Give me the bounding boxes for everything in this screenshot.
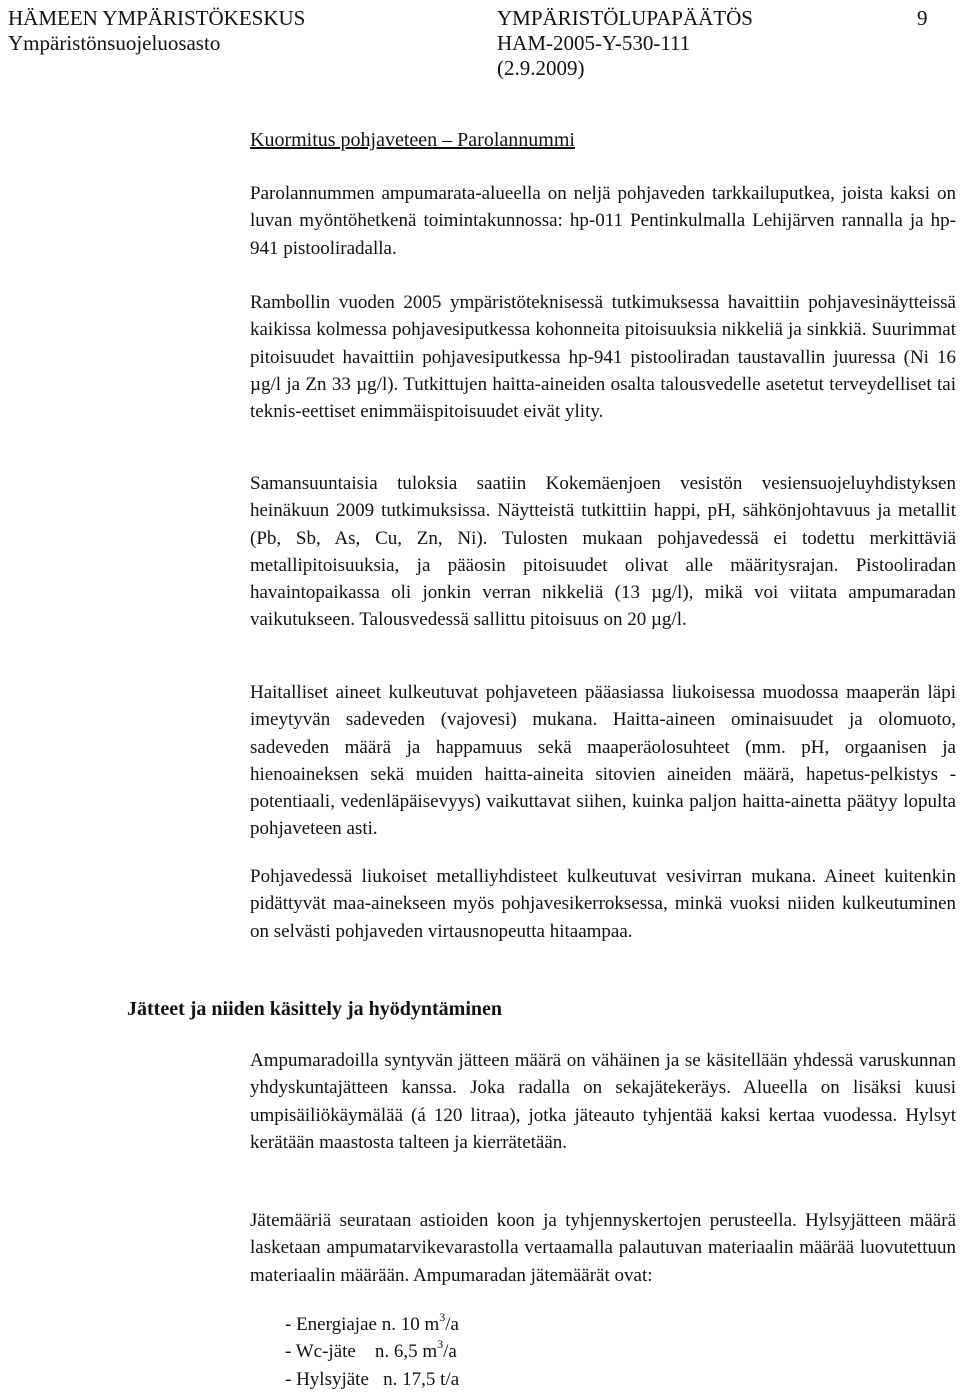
paragraph-waste-monitoring bbox=[250, 1207, 956, 1289]
list-item bbox=[285, 1311, 459, 1338]
waste-amount-list bbox=[285, 1311, 459, 1393]
header-doc-date: (2.9.2009) bbox=[497, 56, 585, 80]
paragraph-monitoring-wells bbox=[250, 180, 956, 262]
paragraph-2009-results bbox=[250, 470, 956, 634]
paragraph-text: Parolannummen ampumarata-alueella on neljä pohjaveden tarkkailuputkea, joista kaksi on luvan myöntöhetkenä toimintakunnossa: hp-011 Pentinkulmalla Lehijärven rannalla ja hp-941 pistooliradalla. bbox=[250, 183, 956, 259]
paragraph-text: Haitalliset aineet kulkeutuvat pohjaveteen pääasiassa liukoisessa muodossa maaperän läpi imeytyvän sadeveden (vajovesi) mukana. Haitta-aineen ominaisuudet ja olomuoto, sadeveden määrä ja happamuus sekä maaperäolosuhteet (mm. pH, orgaanisen ja hienoaineksen sekä muiden haitta-aineita sitovien aineiden määrä, hapetus-pelkistys -potentiaali, vedenläpäisevyys) vaikuttavat siihen, kuinka paljon haitta-ainetta päätyy lopulta pohjaveteen asti. bbox=[250, 682, 956, 840]
paragraph-text: Jätemääriä seurataan astioiden koon ja tyhjennyskertojen perusteella. Hylsyjätteen määrä lasketaan ampumatarvikevarastolla vertaamalla palautuvan materiaalin määrää luovutettuun materiaalin määrään. Ampumaradan jätemäärät ovat: bbox=[250, 1210, 956, 1286]
list-item-label: - Hylsyjäte n. 17,5 t/a bbox=[285, 1368, 460, 1390]
paragraph-transport-mechanism bbox=[250, 679, 956, 843]
paragraph-waste-amount bbox=[250, 1047, 956, 1156]
list-item-label: - Wc-jäte n. 6,5 m bbox=[285, 1341, 438, 1363]
header-org-unit: Ympäristönsuojeluosasto bbox=[8, 31, 221, 55]
paragraph-text: Ampumaradoilla syntyvän jätteen määrä on vähäinen ja se käsitellään yhdessä varuskunnan yhdyskuntajätteen kanssa. Joka radalla on sekajätekeräys. Alueella on lisäksi kuusi umpisäiliökäymälää (á 120 litraa), jotka jäteauto tyhjentää kaksi kertaa vuodessa. Hylsyt kerätään maastosta talteen ja kierrätetään. bbox=[250, 1050, 956, 1153]
header-org-name: HÄMEEN YMPÄRISTÖKESKUS bbox=[8, 6, 306, 30]
list-item-exponent: 3 bbox=[437, 1336, 444, 1351]
list-item-exponent: 3 bbox=[439, 1309, 446, 1324]
section-title-groundwater-load: Kuormitus pohjaveteen – Parolannummi bbox=[250, 129, 575, 151]
list-item-unit: /a bbox=[443, 1341, 457, 1363]
header-doc-number: HAM-2005-Y-530-111 bbox=[497, 31, 691, 55]
list-item-unit: /a bbox=[445, 1314, 459, 1335]
list-item bbox=[285, 1338, 459, 1365]
page-number: 9 bbox=[917, 6, 928, 30]
paragraph-text: Samansuuntaisia tuloksia saatiin Kokemäenjoen vesistön vesiensuojeluyhdistyksen heinäkuun 2009 tutkimuksissa. Näytteistä tutkittiin happi, pH, sähkönjohtavuus ja metallit (Pb, Sb, As, Cu, Zn, Ni). Tulosten mukaan pohjavedessä ei todettu merkittäviä metallipitoisuuksia, ja pääosin pitoisuudet olivat alle määritysrajan. Pistooliradan havaintopaikassa oli jonkin verran nikkeliä (13 µg/l), mikä voi viitata ampumaradan vaikutukseen. Talousvedessä sallittu pitoisuus on 20 µg/l. bbox=[250, 473, 956, 631]
paragraph-metal-retention bbox=[250, 863, 956, 945]
paragraph-ramboll-study bbox=[250, 289, 956, 425]
paragraph-text: Rambollin vuoden 2005 ympäristöteknisessä tutkimuksessa havaittiin pohjavesinäytteissä kaikissa kolmessa pohjavesiputkessa kohonneita pitoisuuksia nikkeliä ja sinkkiä. Suurimmat pitoisuudet havaittiin pohjavesiputkessa hp-941 pistooliradan taustavallin juuressa (Ni 16 µg/l ja Zn 33 µg/l). Tutkittujen haitta-aineiden osalta talousvedelle asetetut terveydelliset tai teknis-eettiset enimmäispitoisuudet eivät ylity. bbox=[250, 292, 956, 423]
list-item-label: - Energiajae n. 10 m bbox=[285, 1314, 440, 1335]
header-doc-type: YMPÄRISTÖLUPAPÄÄTÖS bbox=[497, 6, 753, 30]
section-title-waste-handling: Jätteet ja niiden käsittely ja hyödyntäminen bbox=[127, 998, 502, 1020]
paragraph-text: Pohjavedessä liukoiset metalliyhdisteet kulkeutuvat vesivirran mukana. Aineet kuitenkin pidättyvät maa-ainekseen myös pohjavesikerroksessa, minkä vuoksi niiden kulkeutuminen on selvästi pohjaveden virtausnopeutta hitaampaa. bbox=[250, 866, 956, 942]
